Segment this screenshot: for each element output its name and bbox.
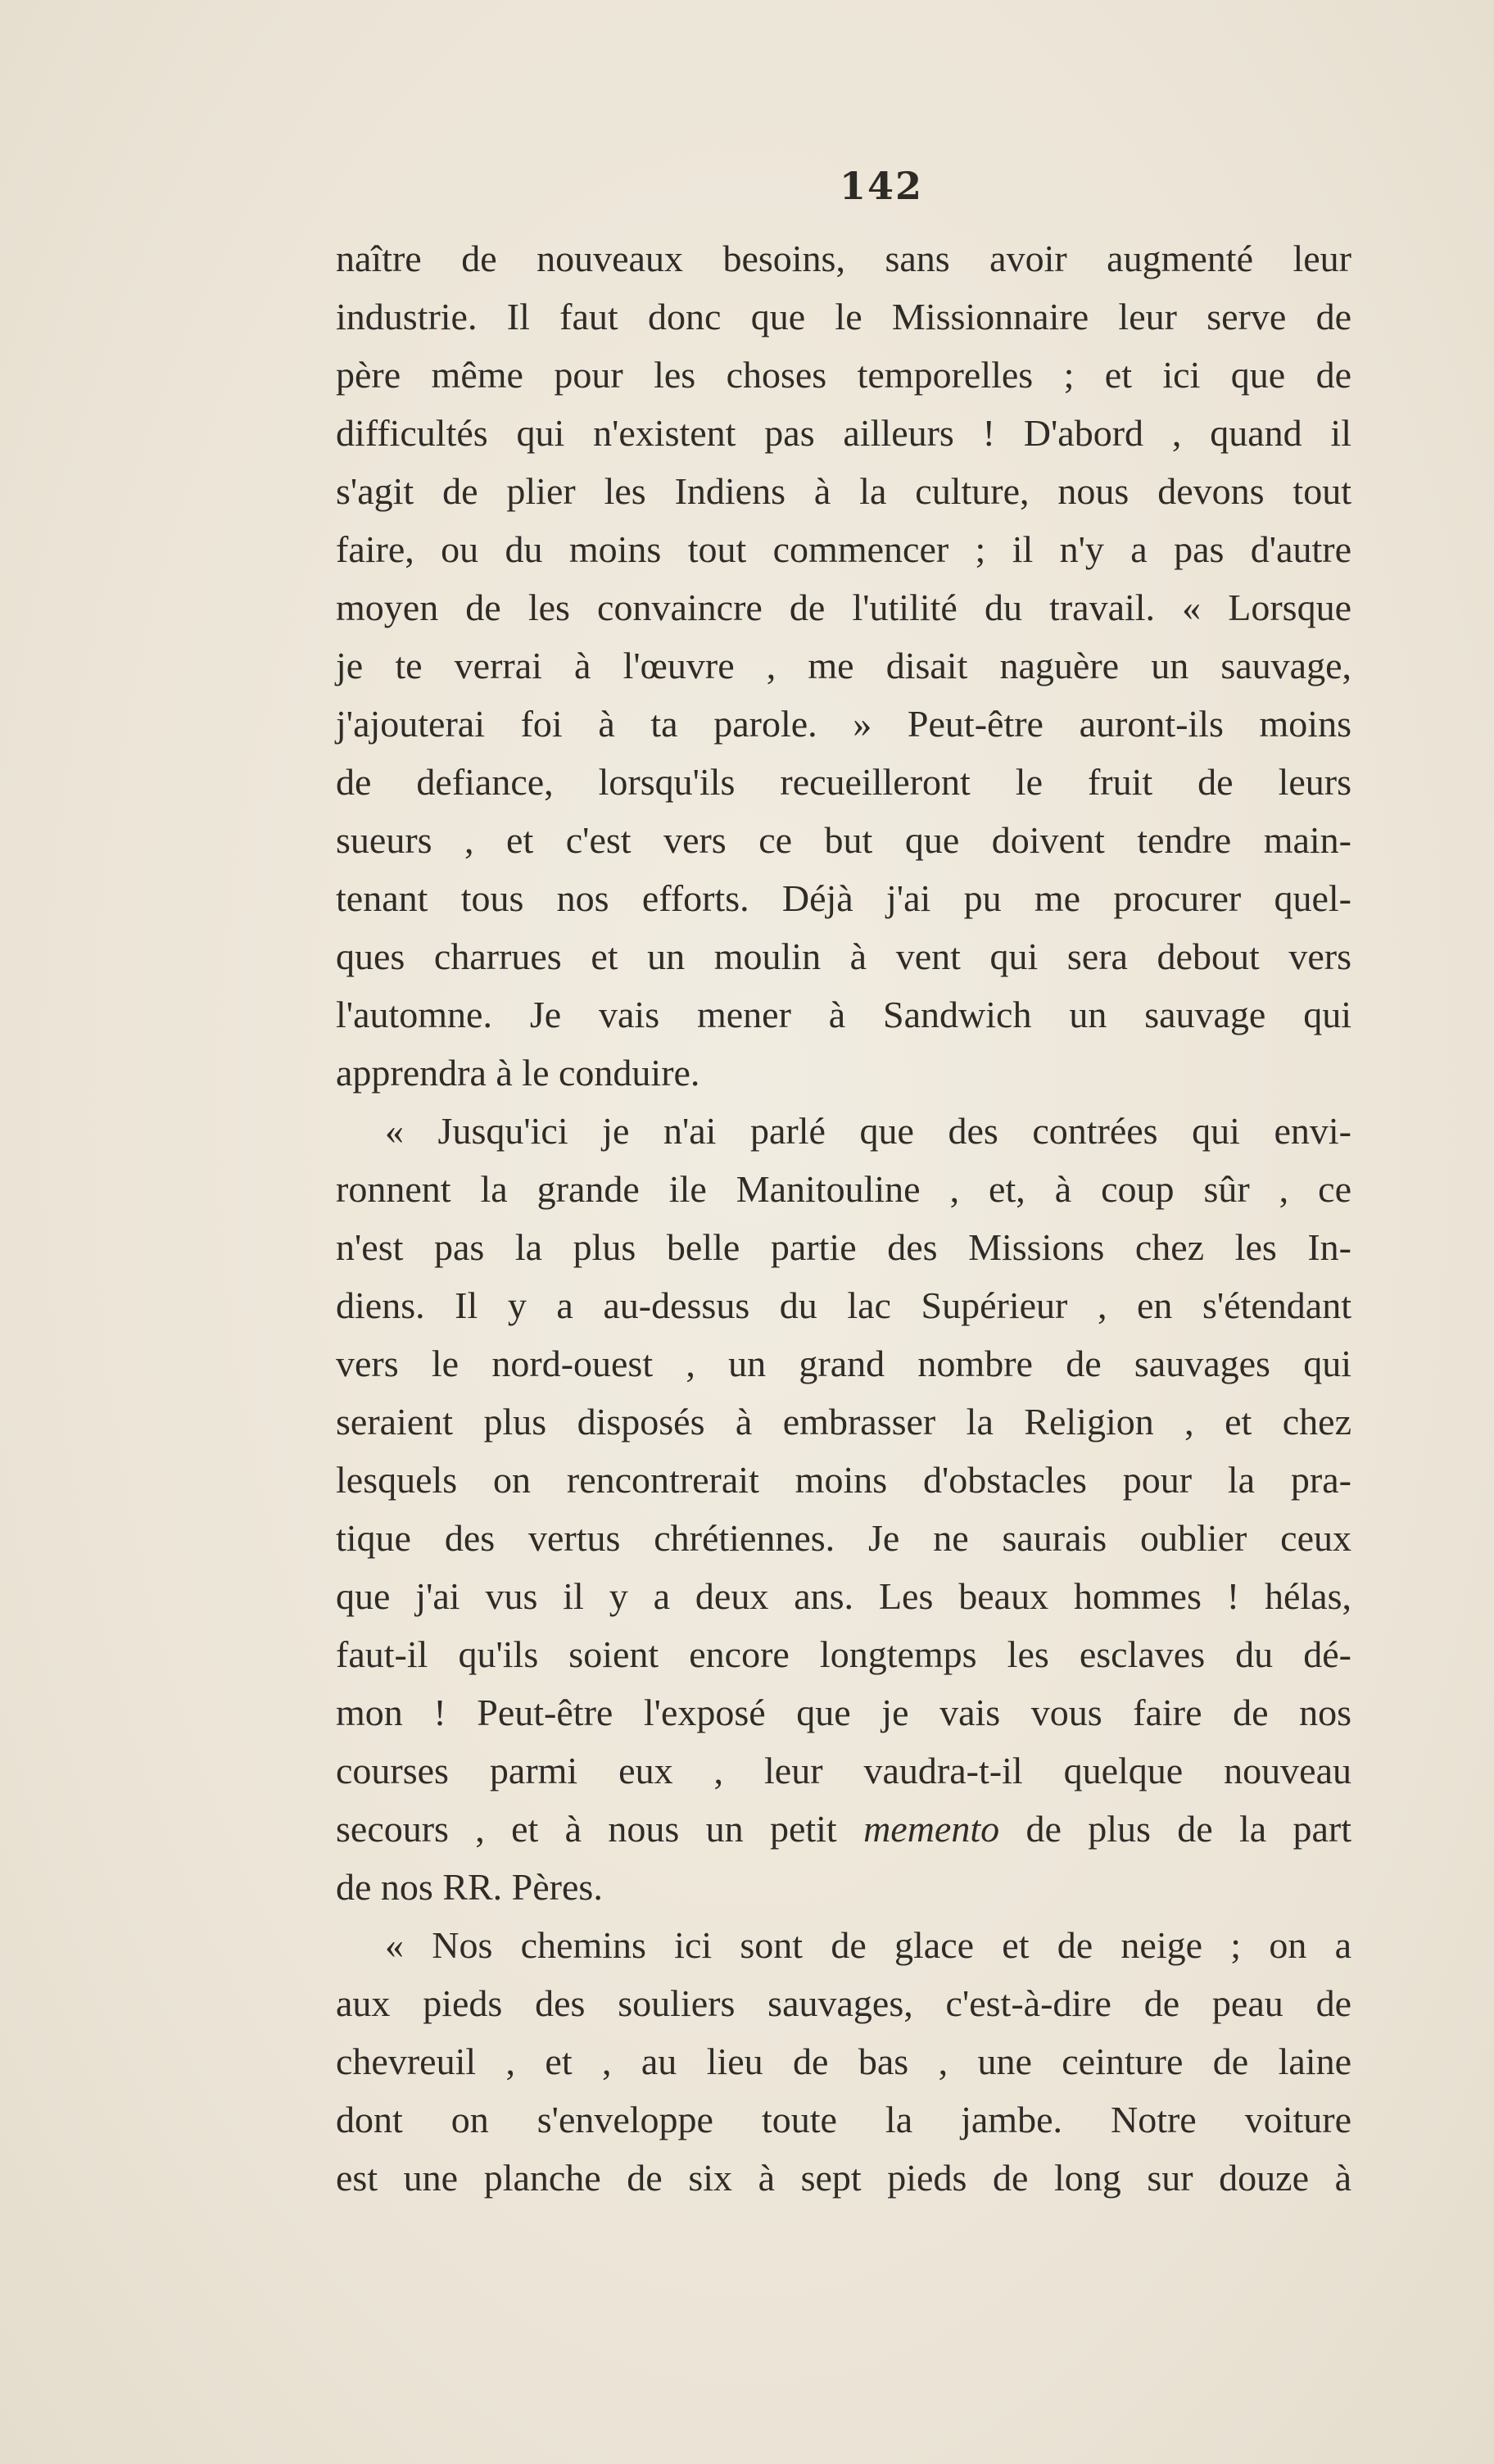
text-line: apprendra à le conduire. (336, 1052, 700, 1094)
text-line: j'ajouterai foi à ta parole. » Peut-être auront-ils moins (336, 703, 1351, 745)
text-line: vers le nord-ouest , un grand nombre de sauvages qui (336, 1343, 1351, 1384)
text-line: difficultés qui n'existent pas ailleurs ! D'abord , quand il (336, 412, 1351, 454)
text-line: courses parmi eux , leur vaudra-t-il quelque nouveau (336, 1750, 1351, 1791)
text-line: « Nos chemins ici sont de glace et de neige ; on a (385, 1924, 1351, 1966)
page-number: 142 (839, 164, 924, 208)
text-line: sueurs , et c'est vers ce but que doivent tendre main- (336, 819, 1351, 861)
text-line: l'automne. Je vais mener à Sandwich un sauvage qui (336, 994, 1351, 1035)
text-line: de nos RR. Pères. (336, 1866, 603, 1908)
text-line: aux pieds des souliers sauvages, c'est-à-dire de peau de (336, 1982, 1351, 2024)
text-line: faire, ou du moins tout commencer ; il n'y a pas d'autre (336, 528, 1351, 570)
text-segment: de plus de la part (1025, 1808, 1352, 1850)
text-line: faut-il qu'ils soient encore longtemps les esclaves du dé- (336, 1633, 1351, 1675)
text-line: ronnent la grande ile Manitouline , et, à coup sûr , ce (336, 1168, 1351, 1210)
text-line: industrie. Il faut donc que le Missionnaire leur serve de (336, 296, 1351, 337)
text-line: dont on s'enveloppe toute la jambe. Notre voiture (336, 2099, 1351, 2140)
text-line: lesquels on rencontrerait moins d'obstacles pour la pra- (336, 1459, 1351, 1501)
text-line: moyen de les convaincre de l'utilité du travail. « Lorsque (336, 587, 1351, 628)
text-line: père même pour les choses temporelles ; et ici que de (336, 354, 1351, 396)
italic-word: memento (863, 1808, 1000, 1850)
text-line: chevreuil , et , au lieu de bas , une ceinture de laine (336, 2040, 1351, 2082)
text-line: n'est pas la plus belle partie des Missions chez les In- (336, 1226, 1351, 1268)
text-line: diens. Il y a au-dessus du lac Supérieur , en s'étendant (336, 1284, 1351, 1326)
text-line: « Jusqu'ici je n'ai parlé que des contrées qui envi- (385, 1110, 1351, 1152)
text-line: est une planche de six à sept pieds de long sur douze à (336, 2157, 1351, 2199)
text-line: que j'ai vus il y a deux ans. Les beaux hommes ! hélas, (336, 1575, 1351, 1617)
text-line: ques charrues et un moulin à vent qui sera debout vers (336, 935, 1351, 977)
text-segment: secours , et à nous un petit (336, 1808, 837, 1850)
text-line: mon ! Peut-être l'exposé que je vais vous faire de nos (336, 1692, 1351, 1733)
text-line: naître de nouveaux besoins, sans avoir augmenté leur (336, 238, 1351, 279)
text-line: de defiance, lorsqu'ils recueilleront le fruit de leurs (336, 761, 1351, 803)
text-line: s'agit de plier les Indiens à la culture, nous devons tout (336, 470, 1351, 512)
text-line: tenant tous nos efforts. Déjà j'ai pu me procurer quel- (336, 877, 1351, 919)
text-line: tique des vertus chrétiennes. Je ne saurais oublier ceux (336, 1517, 1351, 1559)
text-line: je te verrai à l'œuvre , me disait naguère un sauvage, (336, 645, 1351, 686)
body-text (336, 229, 1351, 2207)
text-line: seraient plus disposés à embrasser la Religion , et chez (336, 1401, 1351, 1443)
text-line-memento (336, 1800, 1351, 1858)
